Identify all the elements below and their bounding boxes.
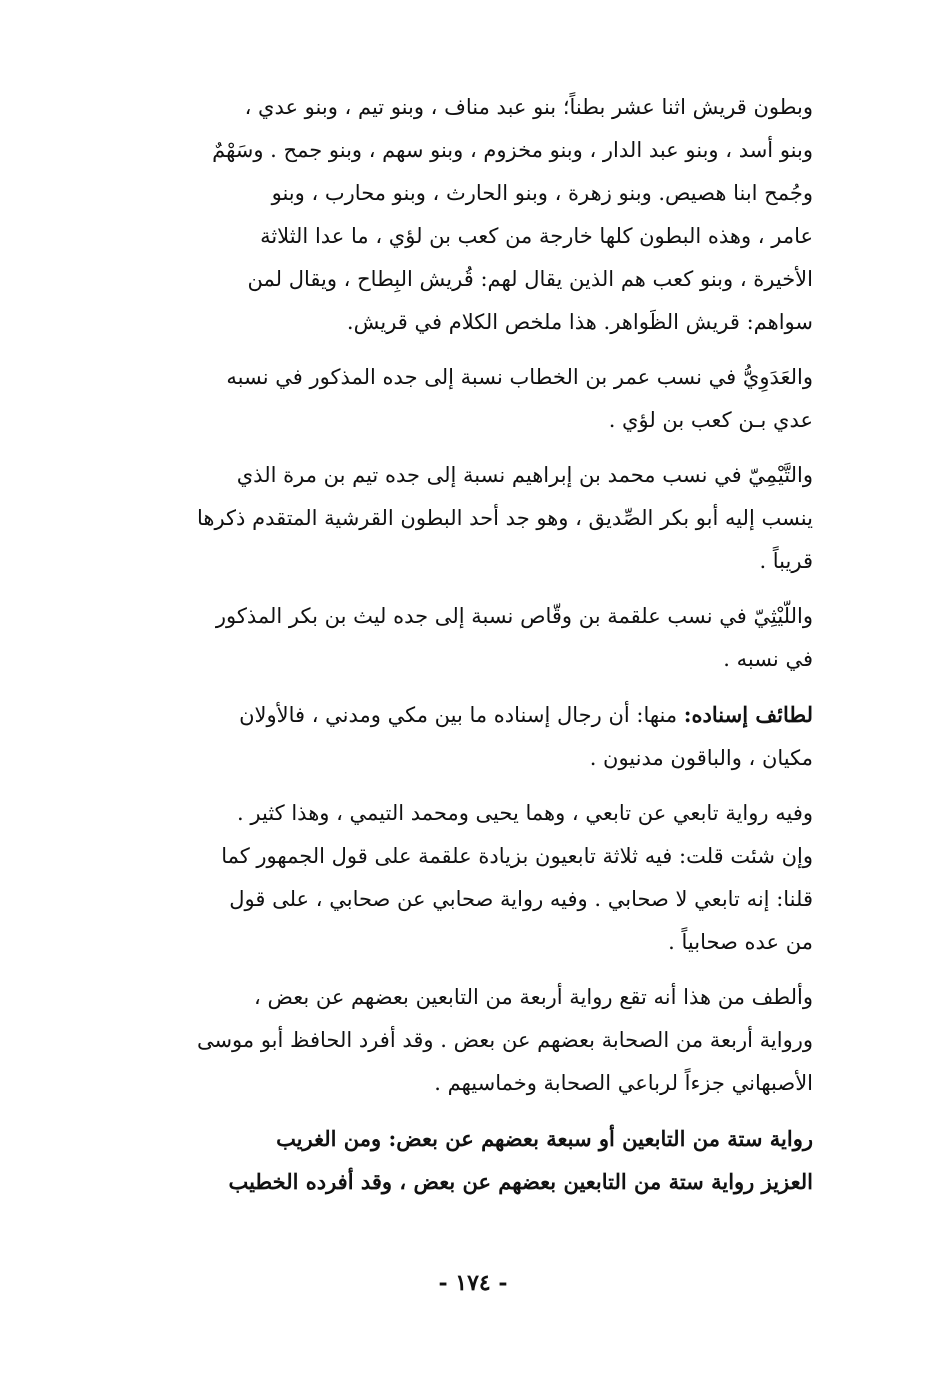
paragraph-laythi bbox=[129, 595, 813, 681]
paragraph-gap bbox=[129, 964, 813, 976]
paragraph-taymi bbox=[129, 454, 813, 583]
paragraph-quraysh-clans bbox=[129, 86, 813, 344]
text-line: والتَّيْمِيّ في نسب محمد بن إبراهيم نسبة إلى جده تيم بن مرة الذي bbox=[236, 463, 813, 487]
text-line: مكيان ، والباقون مدنيون . bbox=[589, 746, 813, 770]
text-line: الأصبهاني جزءاً لرباعي الصحابة وخماسيهم . bbox=[434, 1071, 813, 1095]
text-line: عامر ، وهذه البطون كلها خارجة من كعب بن لؤي ، ما عدا الثلاثة bbox=[260, 224, 813, 248]
text-line: عدي بـن كعب بن لؤي . bbox=[608, 408, 813, 432]
text-line: ينسب إليه أبو بكر الصِّديق ، وهو جد أحد البطون القرشية المتقدم ذكرها bbox=[196, 506, 813, 530]
text-line: من عده صحابياً . bbox=[668, 930, 813, 954]
text-line: وإن شئت قلت: فيه ثلاثة تابعيون بزيادة علقمة على قول الجمهور كما bbox=[221, 844, 813, 868]
text-run: منها: أن رجال إسناده ما بين مكي ومدني ، فالأولان bbox=[239, 703, 684, 727]
text-line: وبنو أسد ، وبنو عبد الدار ، وبنو مخزوم ، وبنو سهم ، وبنو جمح . وسَهْمٌ bbox=[212, 138, 813, 162]
text-line: والعَدَوِيُّ في نسب عمر بن الخطاب نسبة إلى جده المذكور في نسبه bbox=[226, 365, 813, 389]
paragraph-adawi bbox=[129, 356, 813, 442]
section-heading: لطائف إسناده: bbox=[683, 702, 813, 727]
text-line: في نسبه . bbox=[723, 647, 813, 671]
paragraph-gap bbox=[129, 344, 813, 356]
text-line: وجُمح ابنا هصيص. وبنو زهرة ، وبنو الحارث ، وبنو محارب ، وبنو bbox=[271, 181, 813, 205]
text-line: قلنا: إنه تابعي لا صحابي . وفيه رواية صحابي عن صحابي ، على قول bbox=[229, 887, 813, 911]
text-line: سواهم: قريش الظَواهر. هذا ملخص الكلام في قريش. bbox=[346, 310, 813, 334]
page-number: - ١٧٤ - bbox=[438, 1270, 508, 1296]
paragraph-tabii-narration bbox=[129, 792, 813, 964]
text-line bbox=[129, 693, 813, 737]
paragraph-gap bbox=[129, 681, 813, 693]
paragraph-six-or-seven bbox=[129, 1117, 813, 1203]
paragraph-gap bbox=[129, 583, 813, 595]
paragraph-four-narrators bbox=[129, 976, 813, 1105]
text-line: العزيز رواية ستة من التابعين بعضهم عن بعض ، وقد أفرده الخطيب bbox=[228, 1169, 813, 1194]
text-line: واللّيْثِيّ في نسب علقمة بن وقّاص نسبة إلى جده ليث بن بكر المذكور bbox=[215, 604, 813, 628]
text-line: الأخيرة ، وبنو كعب هم الذين يقال لهم: قُريش البِطاح ، ويقال لمن bbox=[247, 267, 813, 291]
paragraph-gap bbox=[129, 1105, 813, 1117]
text-line: ورواية أربعة من الصحابة بعضهم عن بعض . وقد أفرد الحافظ أبو موسى bbox=[196, 1028, 813, 1052]
paragraph-gap bbox=[129, 780, 813, 792]
text-line: قريباً . bbox=[759, 549, 813, 573]
page-body bbox=[129, 86, 813, 1203]
text-line: وألطف من هذا أنه تقع رواية أربعة من التابعين بعضهم عن بعض ، bbox=[254, 985, 813, 1009]
text-line: رواية ستة من التابعين أو سبعة بعضهم عن بعض: ومن الغريب bbox=[276, 1126, 813, 1151]
paragraph-isnad-subtleties bbox=[129, 693, 813, 780]
text-line: وفيه رواية تابعي عن تابعي ، وهما يحيى ومحمد التيمي ، وهذا كثير . bbox=[237, 801, 813, 825]
text-line: وبطون قريش اثنا عشر بطناً؛ بنو عبد مناف ، وبنو تيم ، وبنو عدي ، bbox=[244, 95, 813, 119]
paragraph-gap bbox=[129, 442, 813, 454]
